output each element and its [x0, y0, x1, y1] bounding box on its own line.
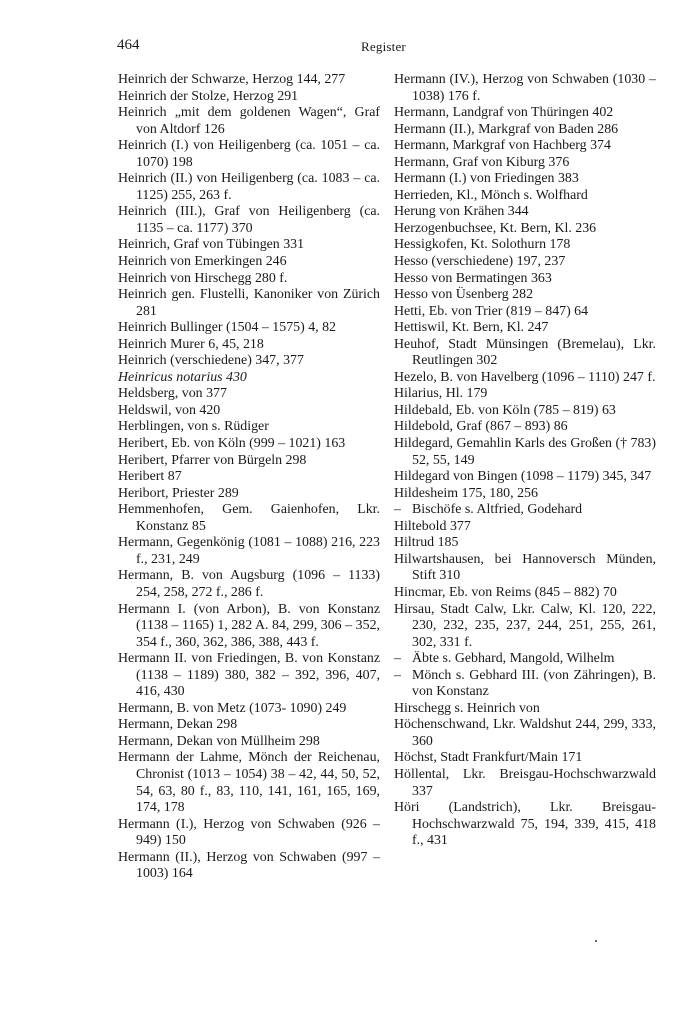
index-entry: Heribert 87 — [118, 469, 182, 485]
subentry-text: Bischöfe s. Altfried, Godehard — [412, 502, 583, 518]
index-entry: Heldswil, von 420 — [118, 402, 221, 418]
index-entry: Herblingen, von s. Rüdiger — [118, 419, 269, 435]
index-entry: Hildegard von Bingen (1098 – 1179) 345, 347 — [394, 469, 652, 485]
index-entry: Höchenschwand, Lkr. Waldshut 244, 299, 333, 360 — [394, 717, 656, 749]
running-head: Register — [361, 39, 406, 54]
index-entry: Hermann II. von Friedingen, B. von Konstanz (1138 – 1189) 380, 382 – 392, 396, 407, 416, 430 — [118, 651, 380, 700]
index-column-right — [394, 72, 656, 850]
subentry-text: Mönch s. Gebhard III. (von Zähringen), B. von Konstanz — [412, 667, 656, 700]
index-entry: Heinrich von Emerkingen 246 — [118, 254, 287, 270]
index-entry: Hermann, Dekan von Müllheim 298 — [118, 733, 320, 749]
index-entry: Hermann (II.), Herzog von Schwaben (997 – 1003) 164 — [118, 849, 380, 882]
index-entry: Heinrich (I.) von Heiligenberg (ca. 1051 – ca. 1070) 198 — [118, 138, 380, 170]
index-entry: Heinrich „mit dem goldenen Wagen“, Graf von Altdorf 126 — [118, 105, 380, 137]
index-subentry — [394, 502, 656, 519]
index-entry: Heinrich der Stolze, Herzog 291 — [118, 88, 299, 104]
index-entry: Hildebald, Eb. von Köln (785 – 819) 63 — [394, 402, 616, 418]
index-entry: Hilarius, Hl. 179 — [394, 386, 488, 402]
index-entry: Hincmar, Eb. von Reims (845 – 882) 70 — [394, 584, 617, 600]
index-entry: Heinrich der Schwarze, Herzog 144, 277 — [118, 72, 346, 87]
index-entry: Hesso von Üsenberg 282 — [394, 287, 534, 303]
page-number: 464 — [117, 37, 140, 53]
index-entry: Hesso von Bermatingen 363 — [394, 270, 552, 286]
index-entry: Hesso (verschiedene) 197, 237 — [394, 254, 566, 270]
index-entry: Heinrich (II.) von Heiligenberg (ca. 1083 – ca. 1125) 255, 263 f. — [118, 171, 380, 203]
index-entry: Heinrich gen. Flustelli, Kanoniker von Zürich 281 — [118, 287, 380, 319]
subentry-dash: – — [394, 667, 401, 683]
index-entry: Herung von Krähen 344 — [394, 204, 529, 220]
index-entry: Hildebold, Graf (867 – 893) 86 — [394, 419, 568, 435]
index-entry: Hermann, Landgraf von Thüringen 402 — [394, 105, 614, 121]
index-entry: Hermann, B. von Metz (1073- 1090) 249 — [118, 700, 347, 716]
index-entry: Höllental, Lkr. Breisgau-Hochschwarzwald 337 — [394, 766, 656, 799]
index-entry: Höri (Landstrich), Lkr. Breisgau-Hochschwarzwald 75, 194, 339, 415, 418 f., 431 — [394, 800, 656, 849]
index-entry: Hermann, Gegenkönig (1081 – 1088) 216, 223 f., 231, 249 — [118, 535, 380, 567]
index-entry: Heinricus notarius 430 — [118, 369, 247, 385]
index-entry: Heinrich (verschiedene) 347, 377 — [118, 353, 304, 369]
index-entry: Hiltebold 377 — [394, 518, 471, 534]
index-entry: Hirsau, Stadt Calw, Lkr. Calw, Kl. 120, 222, 230, 232, 235, 237, 244, 251, 255, 261, 302, 331 f. — [394, 601, 656, 650]
subentry-dash: – — [394, 651, 401, 667]
index-entry: Heuhof, Stadt Münsingen (Bremelau), Lkr. Reutlingen 302 — [394, 336, 656, 369]
index-entry: Hermann I. (von Arbon), B. von Konstanz (1138 – 1165) 1, 282 A. 84, 299, 306 – 352, 354 f., 360, 362, 386, 388, 443 f. — [118, 601, 380, 650]
index-entry: Hilwartshausen, bei Hannoversch Münden, Stift 310 — [394, 551, 656, 584]
index-entry: Herzogenbuchsee, Kt. Bern, Kl. 236 — [394, 220, 597, 236]
index-entry: Heinrich, Graf von Tübingen 331 — [118, 237, 305, 253]
index-subentry — [394, 651, 656, 668]
index-entry: Hermann, Markgraf von Hachberg 374 — [394, 138, 611, 154]
index-entry: Hermann (I.), Herzog von Schwaben (926 – 949) 150 — [118, 816, 380, 849]
index-entry: Hessigkofen, Kt. Solothurn 178 — [394, 237, 571, 253]
index-entry: Hermann der Lahme, Mönch der Reichenau, Chronist (1013 – 1054) 38 – 42, 44, 50, 52, 54, 63, 80 f., 83, 110, 141, 161, 165, 169, 174, 178 — [118, 750, 380, 816]
index-entry: Heinrich (III.), Graf von Heiligenberg (ca. 1135 – ca. 1177) 370 — [118, 204, 380, 236]
index-entry: Hermann, B. von Augsburg (1096 – 1133) 254, 258, 272 f., 286 f. — [118, 568, 380, 600]
index-entry: Hermann (I.) von Friedingen 383 — [394, 171, 579, 187]
index-entry: Herrieden, Kl., Mönch s. Wolfhard — [394, 187, 588, 203]
index-subentry — [394, 668, 656, 701]
index-entry: Hermann, Graf von Kiburg 376 — [394, 154, 570, 170]
index-entry: Heldsberg, von 377 — [118, 386, 227, 402]
index-entry: Hermann (II.), Markgraf von Baden 286 — [394, 121, 619, 137]
index-entry: Hettiswil, Kt. Bern, Kl. 247 — [394, 320, 549, 336]
index-entry: Hildegard, Gemahlin Karls des Großen († 783) 52, 55, 149 — [394, 436, 656, 468]
index-entry: Hirschegg s. Heinrich von — [394, 700, 540, 716]
index-entry: Heribert, Eb. von Köln (999 – 1021) 163 — [118, 436, 346, 452]
subentry-dash: – — [394, 502, 401, 518]
index-entry: Heribert, Pfarrer von Bürgeln 298 — [118, 452, 307, 468]
print-speck — [595, 940, 597, 942]
index-entry: Hermann, Dekan 298 — [118, 717, 238, 733]
index-entry: Hemmenhofen, Gem. Gaienhofen, Lkr. Konstanz 85 — [118, 502, 380, 534]
index-entry: Heinrich Bullinger (1504 – 1575) 4, 82 — [118, 320, 336, 336]
index-entry: Heinrich Murer 6, 45, 218 — [118, 336, 264, 352]
index-entry: Hermann (IV.), Herzog von Schwaben (1030 – 1038) 176 f. — [394, 72, 656, 104]
index-entry: Hetti, Eb. von Trier (819 – 847) 64 — [394, 303, 589, 319]
index-column-left — [118, 72, 380, 883]
index-entry: Höchst, Stadt Frankfurt/Main 171 — [394, 750, 583, 766]
index-entry: Hezelo, B. von Havelberg (1096 – 1110) 247 f. — [394, 369, 656, 385]
index-entry: Hiltrud 185 — [394, 535, 459, 551]
index-entry: Hildesheim 175, 180, 256 — [394, 485, 538, 501]
index-entry: Heribort, Priester 289 — [118, 485, 239, 501]
subentry-text: Äbte s. Gebhard, Mangold, Wilhelm — [412, 651, 615, 667]
index-entry: Heinrich von Hirschegg 280 f. — [118, 270, 288, 286]
